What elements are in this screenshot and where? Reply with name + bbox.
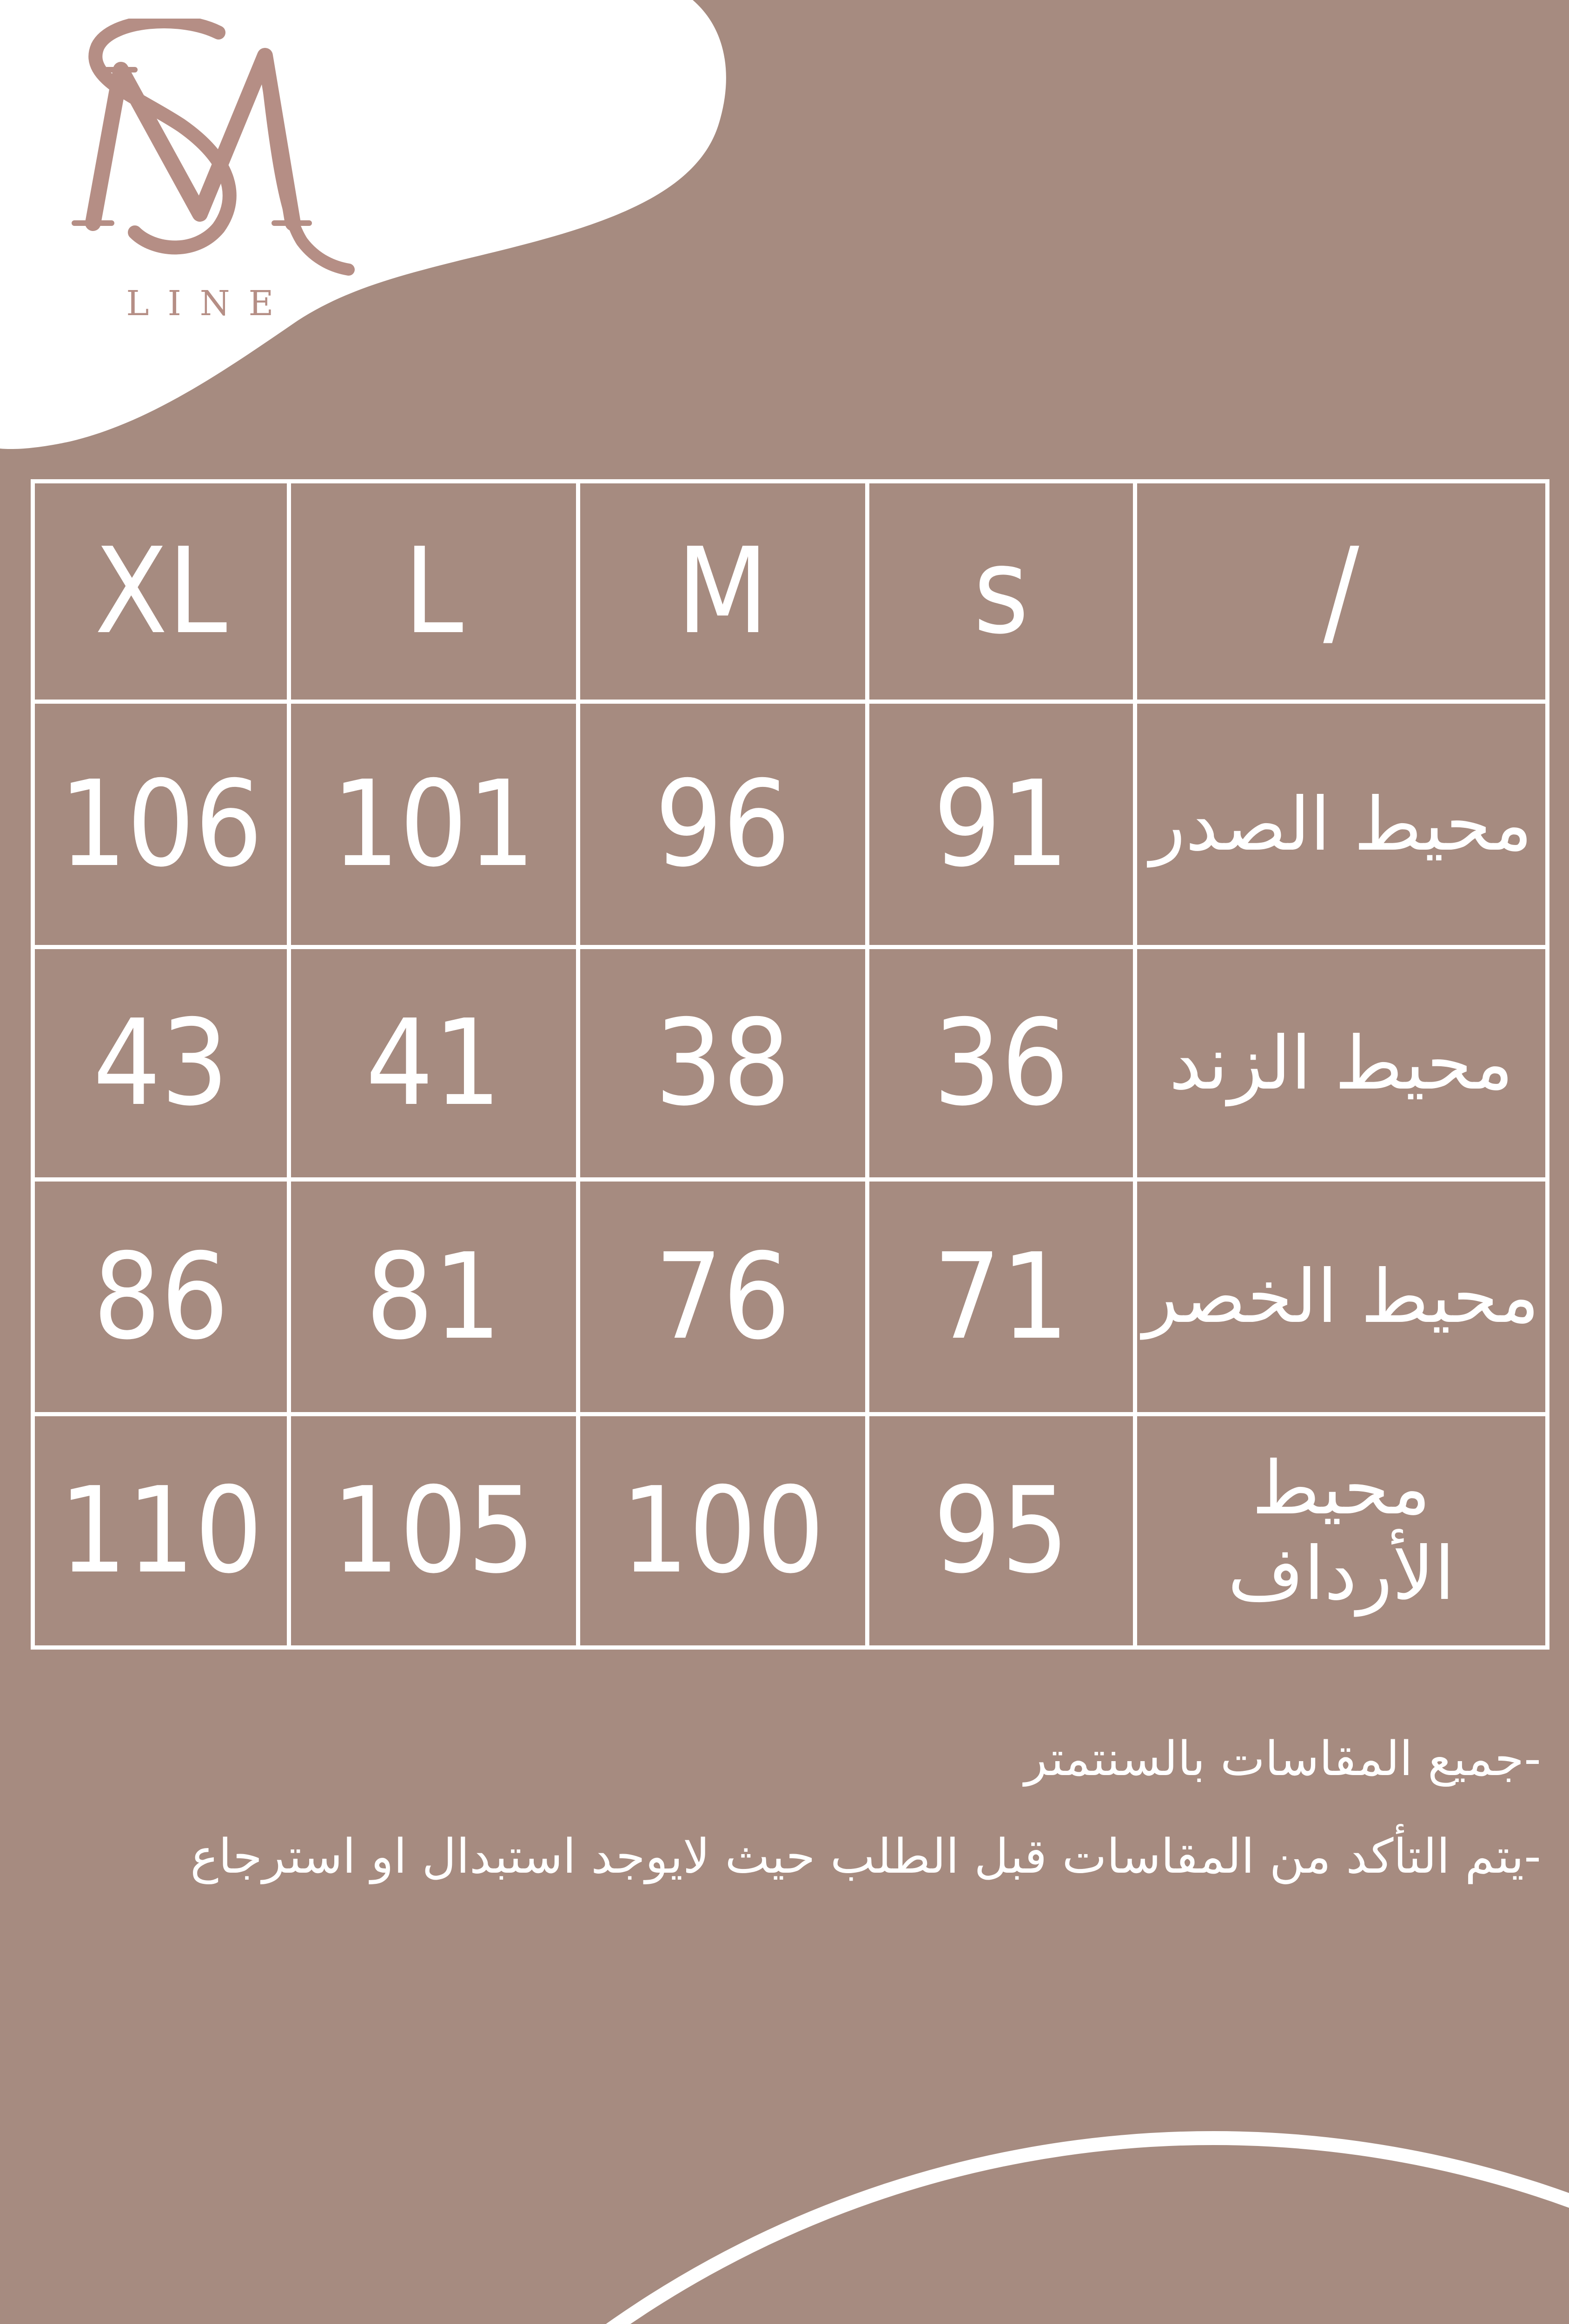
- cell-value: 76: [578, 1180, 867, 1414]
- bottom-ring-arc: [167, 2138, 1569, 2324]
- brand-logo: [42, 19, 367, 324]
- cell-value: 110: [33, 1414, 289, 1648]
- cell-value: 101: [289, 702, 578, 947]
- cell-value: 105: [289, 1414, 578, 1648]
- table-row: [33, 1180, 1548, 1414]
- cell-value: 91: [867, 702, 1135, 947]
- header-m: M: [578, 482, 867, 702]
- cell-value: 43: [33, 947, 289, 1180]
- cell-value: 41: [289, 947, 578, 1180]
- table-header-row: [33, 482, 1548, 702]
- cell-value: 71: [867, 1180, 1135, 1414]
- note-no-returns: -يتم التأكد من المقاسات قبل الطلب حيث لايوجد استبدال او استرجاع: [190, 1829, 1541, 1884]
- row-label: محيط الأرداف: [1135, 1414, 1548, 1648]
- note-units: -جميع المقاسات بالسنتمتر: [1024, 1731, 1541, 1787]
- row-label: محيط الصدر: [1135, 702, 1548, 947]
- table-row: [33, 702, 1548, 947]
- cell-value: 36: [867, 947, 1135, 1180]
- header-s: s: [867, 482, 1135, 702]
- cell-value: 100: [578, 1414, 867, 1648]
- cell-value: 38: [578, 947, 867, 1180]
- cell-value: 95: [867, 1414, 1135, 1648]
- table-row: [33, 1414, 1548, 1648]
- table-row: [33, 947, 1548, 1180]
- header-corner: /: [1135, 482, 1548, 702]
- header-xl: XL: [33, 482, 289, 702]
- ms-monogram-logo-icon: [42, 19, 367, 279]
- cell-value: 86: [33, 1180, 289, 1414]
- row-label: محيط الخصر: [1135, 1180, 1548, 1414]
- header-l: L: [289, 482, 578, 702]
- row-label: محيط الزند: [1135, 947, 1548, 1180]
- cell-value: 81: [289, 1180, 578, 1414]
- size-table: [31, 479, 1549, 1650]
- cell-value: 96: [578, 702, 867, 947]
- cell-value: 106: [33, 702, 289, 947]
- logo-word: LINE: [126, 284, 292, 324]
